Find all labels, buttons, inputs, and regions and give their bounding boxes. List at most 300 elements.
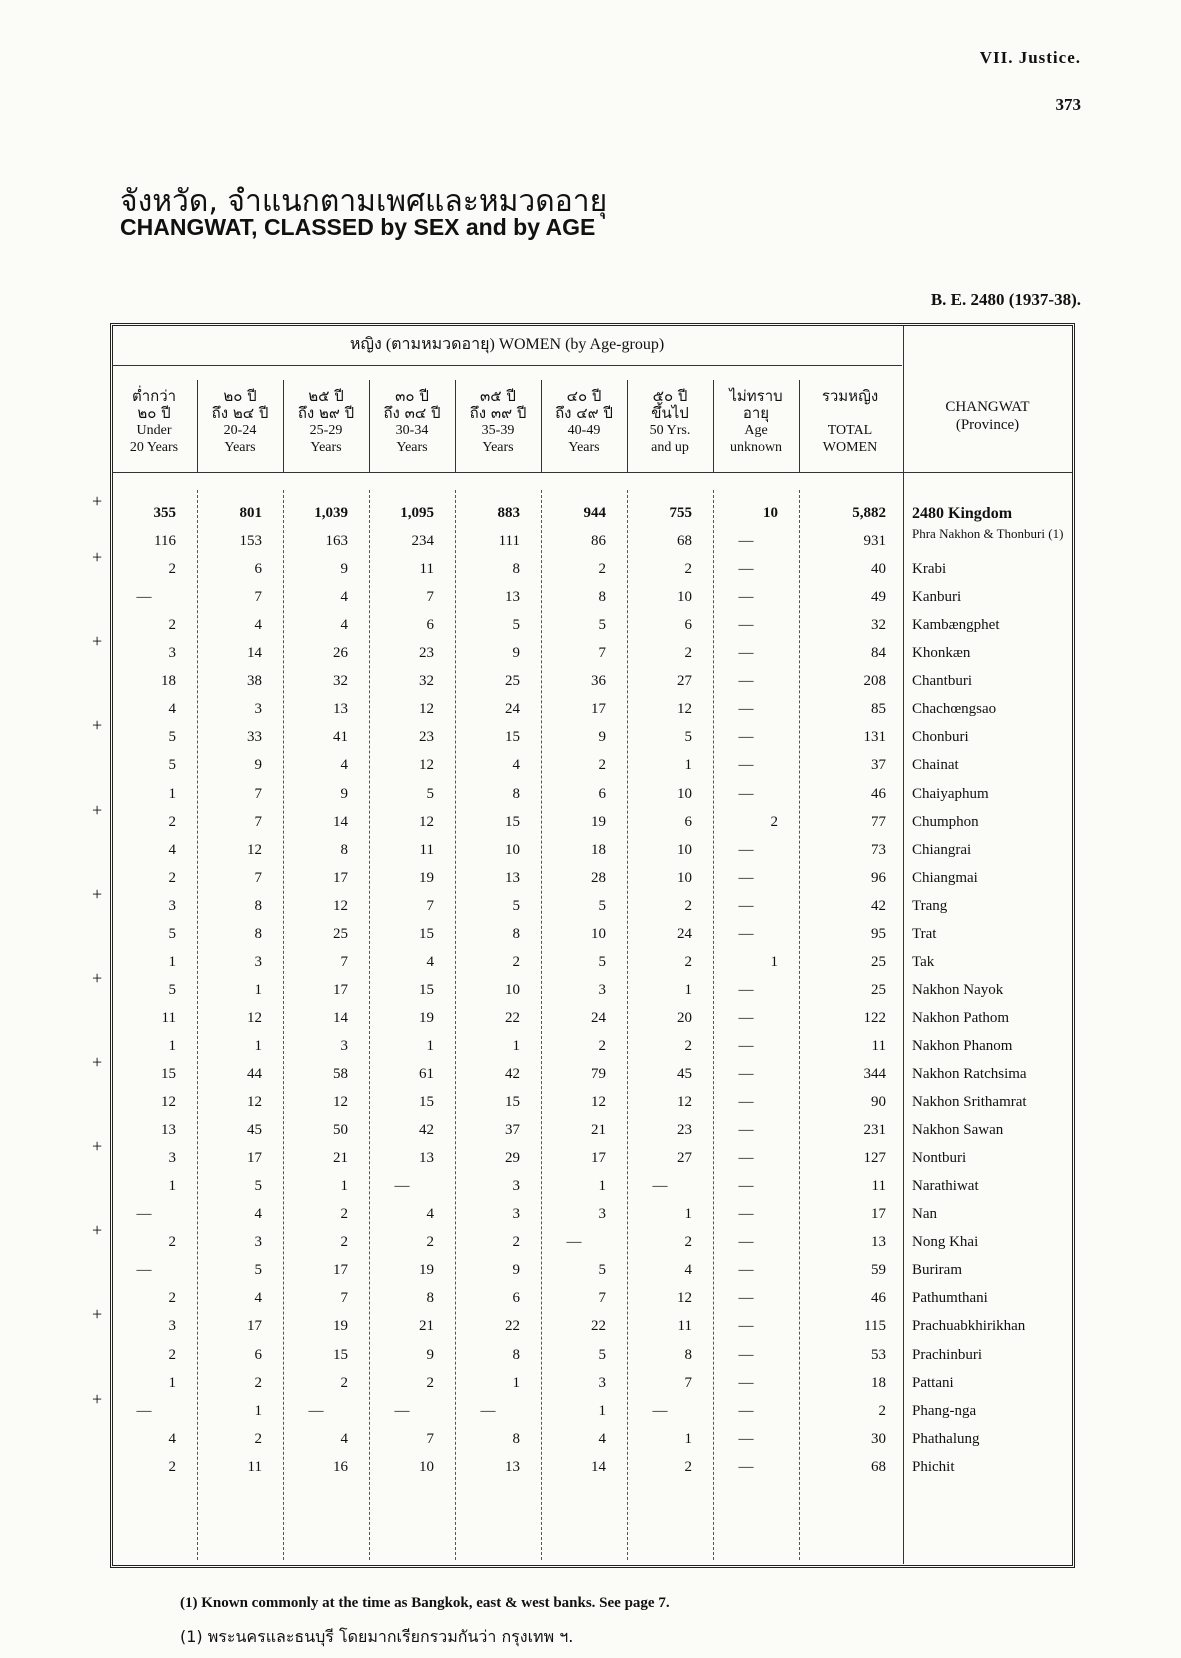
table-cell: — xyxy=(738,589,754,605)
column-header-en1: Under xyxy=(136,423,172,438)
table-cell: 2 xyxy=(598,757,606,773)
changwat-name: Nakhon Ratchsima xyxy=(912,1066,1027,1082)
group-header: หญิง (ตามหมวดอายุ) WOMEN (by Age-group) xyxy=(349,336,665,353)
table-cell: 231 xyxy=(863,1122,886,1138)
table-cell: 15 xyxy=(419,926,434,942)
table-cell: 7 xyxy=(684,1375,692,1391)
table-cell: 29 xyxy=(505,1150,520,1166)
table-cell: 5,882 xyxy=(852,505,886,521)
table-cell: 15 xyxy=(419,982,434,998)
changwat-name: Pattani xyxy=(912,1375,954,1391)
changwat-name: Phang-nga xyxy=(912,1403,977,1419)
table-row xyxy=(112,1459,1072,1485)
table-cell: 4 xyxy=(340,589,348,605)
table-cell: 42 xyxy=(871,898,886,914)
table-cell: 22 xyxy=(505,1010,520,1026)
year-label: B. E. 2480 (1937-38). xyxy=(930,290,1081,309)
table-cell: — xyxy=(738,1122,754,1138)
table-cell: 1,095 xyxy=(400,505,434,521)
table-cell: 12 xyxy=(333,1094,348,1110)
table-cell: 21 xyxy=(591,1122,606,1138)
table-cell: — xyxy=(738,757,754,773)
table-cell: 755 xyxy=(669,505,692,521)
column-header-en2: Years xyxy=(310,440,342,455)
table-cell: 7 xyxy=(598,1290,606,1306)
table-cell: 19 xyxy=(419,870,434,886)
table-cell: 2 xyxy=(168,1290,176,1306)
table-cell: 122 xyxy=(863,1010,886,1026)
changwat-name: Nakhon Pathom xyxy=(912,1010,1010,1026)
table-cell: 8 xyxy=(598,589,606,605)
table-cell: 33 xyxy=(247,729,262,745)
table-cell: 12 xyxy=(161,1094,176,1110)
column-header xyxy=(714,388,798,456)
table-cell: 17 xyxy=(591,701,606,717)
table-cell: 13 xyxy=(161,1122,176,1138)
table-row xyxy=(112,729,1072,755)
table-row xyxy=(112,1038,1072,1064)
table-cell: 1 xyxy=(168,1375,176,1391)
table-cell: 6 xyxy=(684,617,692,633)
table-row xyxy=(112,1150,1072,1176)
margin-plus-mark: + xyxy=(92,968,103,988)
table-cell: — xyxy=(394,1403,410,1419)
column-header xyxy=(112,388,196,456)
table-cell: — xyxy=(136,1206,152,1222)
table-cell: 2 xyxy=(426,1234,434,1250)
table-cell: 68 xyxy=(871,1459,886,1475)
table-cell: — xyxy=(738,1178,754,1194)
table-cell: 5 xyxy=(168,926,176,942)
table-row xyxy=(112,1206,1072,1232)
column-header xyxy=(456,388,540,456)
table-cell: — xyxy=(738,1375,754,1391)
margin-plus-mark: + xyxy=(92,547,103,567)
table-cell: 9 xyxy=(426,1347,434,1363)
column-separator xyxy=(541,380,542,472)
table-cell: 3 xyxy=(512,1178,520,1194)
table-cell: 2 xyxy=(426,1375,434,1391)
table-cell: 19 xyxy=(419,1010,434,1026)
table-cell: 45 xyxy=(247,1122,262,1138)
page-number: 373 xyxy=(1055,95,1081,114)
table-row xyxy=(112,1122,1072,1148)
column-separator xyxy=(283,380,284,472)
table-cell: — xyxy=(738,1403,754,1419)
changwat-name: Kanburi xyxy=(912,589,962,605)
table-cell: 1 xyxy=(684,982,692,998)
table-cell: 1 xyxy=(598,1178,606,1194)
changwat-name: Nontburi xyxy=(912,1150,967,1166)
table-cell: 1 xyxy=(168,1038,176,1054)
table-cell: 3 xyxy=(598,1206,606,1222)
table-row xyxy=(112,673,1072,699)
table-cell: 8 xyxy=(254,898,262,914)
column-header-en2: Years xyxy=(568,440,600,455)
margin-plus-mark: + xyxy=(92,491,103,511)
group-header-rule xyxy=(112,365,902,366)
table-row xyxy=(112,842,1072,868)
table-cell: 21 xyxy=(333,1150,348,1166)
table-cell: 12 xyxy=(247,842,262,858)
table-cell: 23 xyxy=(677,1122,692,1138)
title-thai: จังหวัด, จำแนกตามเพศและหมวดอายุ xyxy=(120,184,608,219)
column-header-thai2: ขึ้นไป xyxy=(651,404,689,422)
column-header-thai2: ถึง ๒๙ ปี xyxy=(297,404,355,422)
changwat-name: Trat xyxy=(912,926,937,942)
table-cell: 116 xyxy=(154,533,176,549)
table-cell: 5 xyxy=(168,729,176,745)
table-cell: — xyxy=(738,617,754,633)
table-cell: 2 xyxy=(684,954,692,970)
table-cell: 344 xyxy=(863,1066,886,1082)
table-cell: — xyxy=(738,673,754,689)
changwat-name: Chachœngsao xyxy=(912,701,997,717)
column-separator-dashed xyxy=(283,490,284,1560)
table-cell: 3 xyxy=(254,954,262,970)
table-cell: 11 xyxy=(419,842,434,858)
table-cell: 22 xyxy=(591,1318,606,1334)
table-cell: 17 xyxy=(591,1150,606,1166)
table-row xyxy=(112,1347,1072,1373)
table-cell: 13 xyxy=(333,701,348,717)
table-cell: — xyxy=(738,1094,754,1110)
table-cell: — xyxy=(738,1431,754,1447)
table-cell: 24 xyxy=(505,701,520,717)
table-cell: — xyxy=(738,729,754,745)
table-cell: 1 xyxy=(426,1038,434,1054)
table-cell: 18 xyxy=(591,842,606,858)
table-cell: 7 xyxy=(254,870,262,886)
table-cell: 11 xyxy=(871,1178,886,1194)
table-cell: 12 xyxy=(333,898,348,914)
table-cell: 37 xyxy=(505,1122,520,1138)
table-cell: 24 xyxy=(591,1010,606,1026)
table-cell: 7 xyxy=(254,814,262,830)
table-cell: 5 xyxy=(168,757,176,773)
table-cell: 8 xyxy=(512,561,520,577)
footnote-english: (1) Known commonly at the time as Bangkok, east & west banks. See page 7. xyxy=(180,1595,670,1611)
table-cell: 15 xyxy=(333,1347,348,1363)
column-header-en1: 30-34 xyxy=(395,423,429,438)
table-cell: 12 xyxy=(247,1094,262,1110)
table-cell: 111 xyxy=(498,533,520,549)
column-header-thai1: ๒๕ ปี xyxy=(308,387,344,405)
table-cell: — xyxy=(738,898,754,914)
table-cell: 1 xyxy=(684,757,692,773)
table-cell: — xyxy=(738,1262,754,1278)
table-cell: 5 xyxy=(512,898,520,914)
table-cell: 2 xyxy=(684,1038,692,1054)
changwat-name: Pathumthani xyxy=(912,1290,988,1306)
table-cell: 9 xyxy=(254,757,262,773)
column-header-en2: unknown xyxy=(729,440,783,455)
table-cell: 8 xyxy=(340,842,348,858)
column-header-thai2 xyxy=(800,405,900,422)
table-cell: 14 xyxy=(333,1010,348,1026)
column-header xyxy=(370,388,454,456)
table-cell: 50 xyxy=(333,1122,348,1138)
table-cell: 37 xyxy=(871,757,886,773)
table-row xyxy=(112,701,1072,727)
table-cell: — xyxy=(738,1234,754,1250)
table-cell: 19 xyxy=(591,814,606,830)
column-header-thai1: ไม่ทราบ xyxy=(729,387,783,405)
column-header-thai1: ๔๐ ปี xyxy=(566,387,602,405)
table-cell: 13 xyxy=(505,589,520,605)
table-cell: 1 xyxy=(684,1431,692,1447)
changwat-name: Nakhon Nayok xyxy=(912,982,1004,998)
table-cell: 4 xyxy=(168,842,176,858)
table-cell: 17 xyxy=(247,1150,262,1166)
changwat-name: Prachuabkhirikhan xyxy=(912,1318,1026,1334)
table-cell: 24 xyxy=(677,926,692,942)
table-cell: 883 xyxy=(497,505,520,521)
table-cell: 46 xyxy=(871,1290,886,1306)
column-header-thai2: ถึง ๔๙ ปี xyxy=(555,404,613,422)
table-cell: 3 xyxy=(168,898,176,914)
table-cell: 2 xyxy=(254,1375,262,1391)
table-cell: 11 xyxy=(161,1010,176,1026)
table-cell: 3 xyxy=(512,1206,520,1222)
table-cell: 15 xyxy=(161,1066,176,1082)
table-cell: 2 xyxy=(684,1459,692,1475)
table-cell: 58 xyxy=(333,1066,348,1082)
table-cell: 27 xyxy=(677,673,692,689)
column-header-en2: Years xyxy=(224,440,256,455)
table-cell: 8 xyxy=(512,786,520,802)
table-row xyxy=(112,617,1072,643)
table-cell: 5 xyxy=(598,617,606,633)
table-cell: 2 xyxy=(684,645,692,661)
table-cell: 42 xyxy=(419,1122,434,1138)
changwat-header-line2: (Province) xyxy=(955,417,1020,433)
column-separator-dashed xyxy=(197,490,198,1560)
changwat-name: Narathiwat xyxy=(912,1178,979,1194)
table-cell: 7 xyxy=(254,589,262,605)
table-cell: 10 xyxy=(419,1459,434,1475)
changwat-name: Prachinburi xyxy=(912,1347,982,1363)
table-cell: 13 xyxy=(505,870,520,886)
table-cell: 8 xyxy=(512,926,520,942)
table-cell: 6 xyxy=(254,1347,262,1363)
table-cell: 68 xyxy=(677,533,692,549)
table-cell: 61 xyxy=(419,1066,434,1082)
table-cell: 234 xyxy=(411,533,434,549)
table-cell: 4 xyxy=(254,617,262,633)
table-cell: — xyxy=(738,561,754,577)
table-cell: 4 xyxy=(512,757,520,773)
column-separator xyxy=(799,380,800,472)
changwat-name: Chonburi xyxy=(912,729,969,745)
table-cell: 1 xyxy=(254,1403,262,1419)
table-cell: 1 xyxy=(512,1038,520,1054)
table-cell: — xyxy=(136,1403,152,1419)
table-cell: 10 xyxy=(763,505,778,521)
column-separator xyxy=(369,380,370,472)
changwat-name: Nakhon Phanom xyxy=(912,1038,1013,1054)
column-header-en2: Years xyxy=(482,440,514,455)
column-header-thai2: ถึง ๓๙ ปี xyxy=(469,404,527,422)
table-cell: 9 xyxy=(512,645,520,661)
table-cell: 10 xyxy=(505,982,520,998)
column-header-en1: 50 Yrs. xyxy=(649,423,691,438)
table-cell: 96 xyxy=(871,870,886,886)
margin-plus-mark: + xyxy=(92,1052,103,1072)
table-cell: 2 xyxy=(168,814,176,830)
table-cell: 11 xyxy=(677,1318,692,1334)
margin-plus-mark: + xyxy=(92,715,103,735)
table-row xyxy=(112,898,1072,924)
table-cell: 59 xyxy=(871,1262,886,1278)
table-row xyxy=(112,1318,1072,1344)
table-cell: 40 xyxy=(871,561,886,577)
table-cell: 85 xyxy=(871,701,886,717)
table-cell: 11 xyxy=(419,561,434,577)
table-cell: 4 xyxy=(684,1262,692,1278)
table-cell: 14 xyxy=(333,814,348,830)
table-cell: 4 xyxy=(168,1431,176,1447)
table-cell: 153 xyxy=(239,533,262,549)
table-cell: 5 xyxy=(254,1262,262,1278)
table-cell: — xyxy=(738,645,754,661)
table-cell: 4 xyxy=(426,954,434,970)
table-cell: 11 xyxy=(247,1459,262,1475)
table-cell: 32 xyxy=(333,673,348,689)
table-cell: 2 xyxy=(254,1431,262,1447)
table-cell: 10 xyxy=(677,870,692,886)
table-cell: 1,039 xyxy=(314,505,348,521)
table-cell: 95 xyxy=(871,926,886,942)
table-cell: 17 xyxy=(247,1318,262,1334)
table-cell: 8 xyxy=(684,1347,692,1363)
table-cell: 53 xyxy=(871,1347,886,1363)
table-cell: 2 xyxy=(598,1038,606,1054)
column-header xyxy=(800,388,900,456)
column-header-thai2: ๒๐ ปี xyxy=(137,404,171,422)
table-row xyxy=(112,1290,1072,1316)
table-cell: 10 xyxy=(677,589,692,605)
table-cell: 1 xyxy=(168,1178,176,1194)
table-cell: 208 xyxy=(863,673,886,689)
table-cell: 2 xyxy=(684,561,692,577)
changwat-header xyxy=(905,398,1070,434)
table-row xyxy=(112,561,1072,587)
table-cell: 5 xyxy=(598,1347,606,1363)
table-row xyxy=(112,786,1072,812)
table-cell: 41 xyxy=(333,729,348,745)
table-cell: 14 xyxy=(247,645,262,661)
column-separator xyxy=(713,380,714,472)
table-cell: 14 xyxy=(591,1459,606,1475)
table-cell: 12 xyxy=(677,1290,692,1306)
column-header-en2: Years xyxy=(396,440,428,455)
table-cell: 26 xyxy=(333,645,348,661)
table-cell: 8 xyxy=(512,1431,520,1447)
table-cell: — xyxy=(738,533,754,549)
table-cell: 42 xyxy=(505,1066,520,1082)
table-cell: 2 xyxy=(684,898,692,914)
table-cell: 2 xyxy=(340,1375,348,1391)
changwat-name: Chiangrai xyxy=(912,842,972,858)
changwat-name: Phichit xyxy=(912,1459,955,1475)
table-cell: 163 xyxy=(325,533,348,549)
table-cell: 3 xyxy=(254,1234,262,1250)
table-row xyxy=(112,589,1072,615)
table-cell: 1 xyxy=(512,1375,520,1391)
table-cell: — xyxy=(738,842,754,858)
changwat-name: Chantburi xyxy=(912,673,972,689)
table-cell: — xyxy=(738,1318,754,1334)
table-cell: 7 xyxy=(598,645,606,661)
column-header-thai1: ๕๐ ปี xyxy=(652,387,688,405)
table-cell: 3 xyxy=(598,1375,606,1391)
table-cell: 77 xyxy=(871,814,886,830)
table-row xyxy=(112,1066,1072,1092)
margin-plus-mark: + xyxy=(92,800,103,820)
table-cell: 1 xyxy=(168,786,176,802)
column-separator xyxy=(455,380,456,472)
table-cell: 20 xyxy=(677,1010,692,1026)
table-cell: 49 xyxy=(871,589,886,605)
table-row xyxy=(112,1234,1072,1260)
table-cell: 12 xyxy=(419,757,434,773)
column-header-thai1: ๒๐ ปี xyxy=(223,387,257,405)
margin-plus-mark: + xyxy=(92,1304,103,1324)
table-cell: 8 xyxy=(512,1347,520,1363)
table-cell: 32 xyxy=(419,673,434,689)
table-cell: 90 xyxy=(871,1094,886,1110)
table-cell: 17 xyxy=(871,1206,886,1222)
table-row xyxy=(112,1262,1072,1288)
table-cell: 8 xyxy=(426,1290,434,1306)
table-cell: — xyxy=(738,1290,754,1306)
table-cell: 86 xyxy=(591,533,606,549)
table-cell: — xyxy=(738,1150,754,1166)
changwat-header-line1: CHANGWAT xyxy=(945,399,1030,415)
changwat-name: Buriram xyxy=(912,1262,962,1278)
table-cell: 19 xyxy=(333,1318,348,1334)
table-cell: 4 xyxy=(426,1206,434,1222)
table-cell: — xyxy=(652,1403,668,1419)
table-row xyxy=(112,1094,1072,1120)
table-cell: — xyxy=(738,1066,754,1082)
changwat-name: Nakhon Srithamrat xyxy=(912,1094,1027,1110)
column-header-en1: 20-24 xyxy=(223,423,257,438)
table-cell: 12 xyxy=(419,814,434,830)
table-row xyxy=(112,757,1072,783)
changwat-name: Chumphon xyxy=(912,814,979,830)
changwat-name: Nan xyxy=(912,1206,937,1222)
margin-plus-mark: + xyxy=(92,1136,103,1156)
table-cell: 32 xyxy=(871,617,886,633)
table-cell: 7 xyxy=(340,1290,348,1306)
table-cell: 25 xyxy=(505,673,520,689)
column-separator-dashed xyxy=(455,490,456,1560)
column-header-thai1: รวมหญิง xyxy=(821,387,879,405)
table-cell: 1 xyxy=(254,1038,262,1054)
table-cell: — xyxy=(308,1403,324,1419)
table-cell: 9 xyxy=(340,786,348,802)
changwat-name: Tak xyxy=(912,954,935,970)
table-cell: 2 xyxy=(770,814,778,830)
table-row xyxy=(112,814,1072,840)
table-cell: 84 xyxy=(871,645,886,661)
table-cell: 4 xyxy=(340,617,348,633)
table-cell: 3 xyxy=(340,1038,348,1054)
table-cell: 13 xyxy=(419,1150,434,1166)
table-cell: — xyxy=(738,1010,754,1026)
